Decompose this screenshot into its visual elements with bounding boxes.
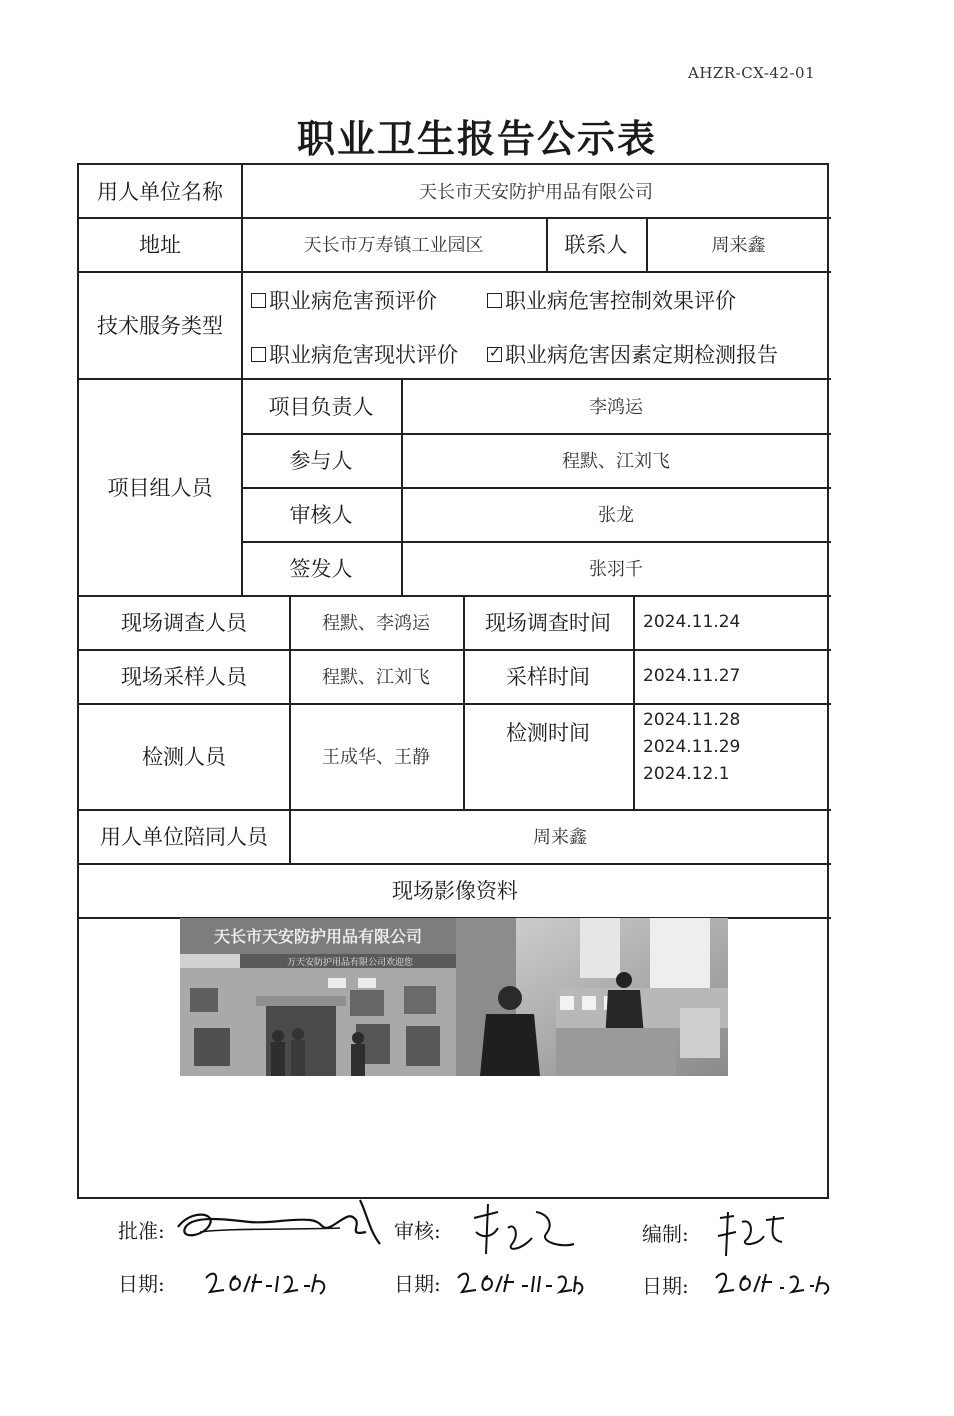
contact-value: 周来鑫 bbox=[711, 235, 766, 256]
building-photo bbox=[180, 918, 456, 1076]
option-control-effect bbox=[487, 285, 736, 315]
option-status-evaluation bbox=[251, 339, 458, 369]
escort-value: 周来鑫 bbox=[533, 827, 587, 848]
checkbox-status-evaluation bbox=[251, 347, 266, 362]
team-name-lead: 李鸿运 bbox=[589, 396, 643, 418]
reviewer-signature bbox=[462, 1198, 582, 1264]
sampling-label: 现场采样人员 bbox=[121, 665, 247, 689]
testing-time-2: 2024.11.29 bbox=[643, 737, 741, 757]
banner-text: 万天安防护用品有限公司欢迎您 bbox=[286, 958, 414, 968]
testing-time-3: 2024.12.1 bbox=[643, 764, 730, 784]
checkbox-pre-evaluation bbox=[251, 293, 266, 308]
survey-people: 程默、李鸿运 bbox=[322, 613, 430, 634]
option-periodic-testing bbox=[487, 339, 778, 369]
service-type-label: 技术服务类型 bbox=[97, 313, 223, 338]
images-label: 现场影像资料 bbox=[392, 879, 518, 903]
building-sign-text: 天长市天安防护用品有限公司 bbox=[213, 927, 423, 946]
approve-label: 批准: bbox=[118, 1219, 165, 1243]
survey-label: 现场调查人员 bbox=[121, 611, 247, 635]
document-number: AHZR-CX-42-01 bbox=[688, 64, 816, 82]
team-label: 项目组人员 bbox=[107, 475, 213, 500]
testing-time-1: 2024.11.28 bbox=[643, 710, 741, 730]
option-periodic-testing-label: 职业病危害因素定期检测报告 bbox=[505, 343, 778, 367]
review-label: 审核: bbox=[394, 1219, 441, 1243]
team-role-participant: 参与人 bbox=[289, 449, 353, 473]
testing-label: 检测人员 bbox=[142, 745, 226, 769]
team-name-participant: 程默、江刘飞 bbox=[562, 451, 670, 472]
compile-label: 编制: bbox=[642, 1222, 689, 1246]
compile-date-label: 日期: bbox=[642, 1274, 689, 1298]
sampling-time-label: 采样时间 bbox=[506, 665, 590, 689]
option-control-effect-label: 职业病危害控制效果评价 bbox=[505, 289, 736, 313]
team-role-issuer: 签发人 bbox=[289, 557, 353, 581]
employer-label: 用人单位名称 bbox=[97, 180, 223, 204]
compiler-signature bbox=[712, 1206, 792, 1262]
checkbox-periodic-testing bbox=[487, 347, 502, 362]
review-date-label: 日期: bbox=[394, 1272, 441, 1296]
testing-time-label: 检测时间 bbox=[506, 721, 590, 745]
team-role-lead: 项目负责人 bbox=[268, 394, 374, 419]
approver-signature bbox=[170, 1192, 385, 1252]
compile-date-handwritten bbox=[710, 1262, 840, 1302]
site-photos bbox=[180, 918, 728, 1076]
sampling-people: 程默、江刘飞 bbox=[322, 667, 430, 688]
option-pre-evaluation bbox=[251, 285, 437, 315]
page-title: 职业卫生报告公示表 bbox=[296, 116, 657, 161]
escort-label: 用人单位陪同人员 bbox=[100, 825, 268, 849]
workshop-photo bbox=[456, 918, 728, 1076]
address-label: 地址 bbox=[139, 233, 181, 257]
address-value: 天长市万寿镇工业园区 bbox=[303, 235, 484, 256]
team-role-reviewer: 审核人 bbox=[289, 503, 353, 527]
team-name-reviewer: 张龙 bbox=[598, 505, 634, 526]
checkbox-control-effect bbox=[487, 293, 502, 308]
option-status-evaluation-label: 职业病危害现状评价 bbox=[269, 343, 458, 367]
team-name-issuer: 张羽千 bbox=[589, 559, 643, 580]
option-pre-evaluation-label: 职业病危害预评价 bbox=[269, 289, 437, 313]
sampling-time: 2024.11.27 bbox=[643, 666, 741, 686]
approve-date-handwritten bbox=[200, 1262, 340, 1302]
approve-date-label: 日期: bbox=[118, 1272, 165, 1296]
contact-label: 联系人 bbox=[564, 233, 628, 257]
survey-time-label: 现场调查时间 bbox=[485, 611, 611, 635]
survey-time: 2024.11.24 bbox=[643, 612, 741, 632]
review-date-handwritten bbox=[452, 1262, 592, 1302]
testing-people: 王成华、王静 bbox=[322, 747, 430, 768]
employer-value: 天长市天安防护用品有限公司 bbox=[419, 182, 653, 203]
